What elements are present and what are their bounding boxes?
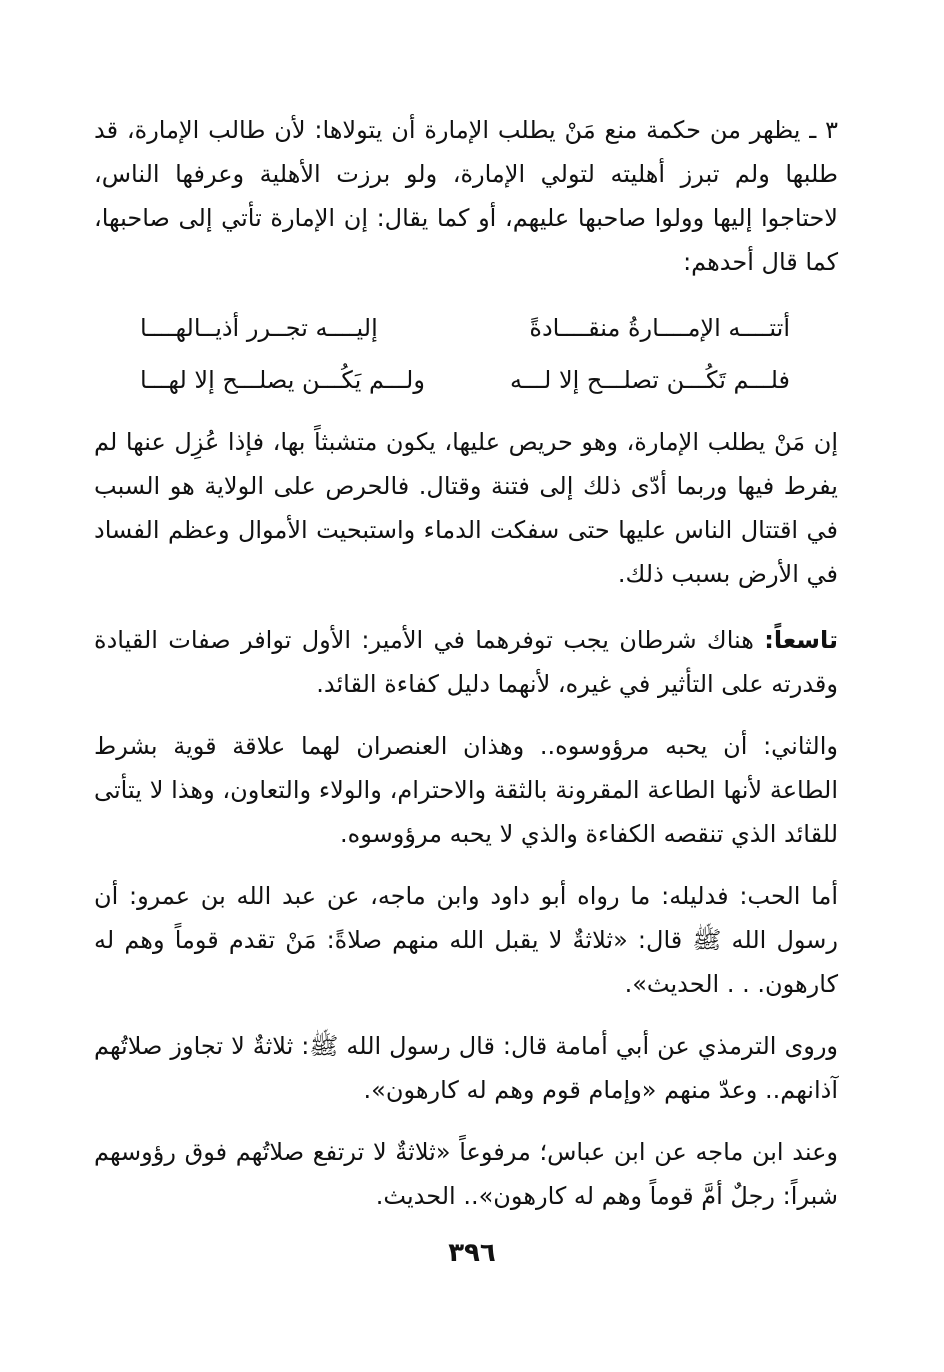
paragraph-love-evidence: أما الحب: فدليله: ما رواه أبو داود وابن ماجه، عن عبد الله بن عمرو: أن رسول الله ﷺ قال: «ثلاثةٌ لا يقبل الله منهم صلاةً: مَنْ تقدم قوماً وهم له كارهون. . . الحديث». [94, 882, 838, 998]
verse-1-first-hemistich: أتتــــه الإمــــارةُ منقــــادةً [529, 314, 790, 342]
ninth-heading: تاسعاً: [764, 626, 838, 654]
paragraph-ibn-majah: وعند ابن ماجه عن ابن عباس؛ مرفوعاً «ثلاثةٌ لا ترتفع صلاتُهم فوق رؤوسهم شبراً: رجلٌ أمَّ قوماً وهم له كارهون».. الحديث. [94, 1138, 838, 1210]
verse-2-second-hemistich: ولـــم يَكُـــن يصلـــح إلا لهـــا [140, 366, 425, 394]
verse-2-first-hemistich: فلـــم تَكُـــن تصلـــح إلا لـــه [510, 366, 790, 394]
poem-verse-2 [140, 358, 790, 402]
paragraph-greed-for-rule: إن مَنْ يطلب الإمارة، وهو حريص عليها، يكون متشبثاً بها، فإذا عُزِل عنها لم يفرط فيها وربما أدّى ذلك إلى فتنة وقتال. فالحرص على الولاية هو السبب في اقتتال الناس عليها حتى سفكت الدماء واستبحيت الأموال وعظم الفساد في الأرض بسبب ذلك. [94, 428, 838, 588]
paragraph-tirmidhi: وروى الترمذي عن أبي أمامة قال: قال رسول الله ﷺ: ثلاثةٌ لا تجاوز صلاتُهم آذانهم.. وعدّ منهم «وإمام قوم وهم له كارهون». [94, 1032, 838, 1104]
page-number: ٣٩٦ [448, 1238, 496, 1268]
verse-1-second-hemistich: إليــــه تجــرر أذيــالهــــا [140, 314, 378, 342]
ninth-body: هناك شرطان يجب توفرهما في الأمير: الأول توافر صفات القيادة وقدرته على التأثير في غيره، لأنهما دليل كفاءة القائد. [94, 626, 838, 698]
paragraph-point-3: ٣ ـ يظهر من حكمة منع مَنْ يطلب الإمارة أن يتولاها: لأن طالب الإمارة، قد طلبها ولم تبرز أهليته لتولي الإمارة، ولو برزت الأهلية وعرفها الناس، لاحتاجوا إليها وولوا صاحبها عليهم، أو كما يقال: إن الإمارة تأتي إلى صاحبها، كما قال أحدهم: [94, 116, 838, 276]
paragraph-second-condition: والثاني: أن يحبه مرؤوسوه.. وهذان العنصران لهما علاقة قوية بشرط الطاعة لأنها الطاعة المقرونة بالثقة والاحترام، والولاء والتعاون، وهذا لا يتأتى للقائد الذي تنقصه الكفاءة والذي لا يحبه مرؤوسوه. [94, 732, 838, 848]
poem-verse-1 [140, 306, 790, 350]
paragraph-ninth [94, 618, 838, 706]
